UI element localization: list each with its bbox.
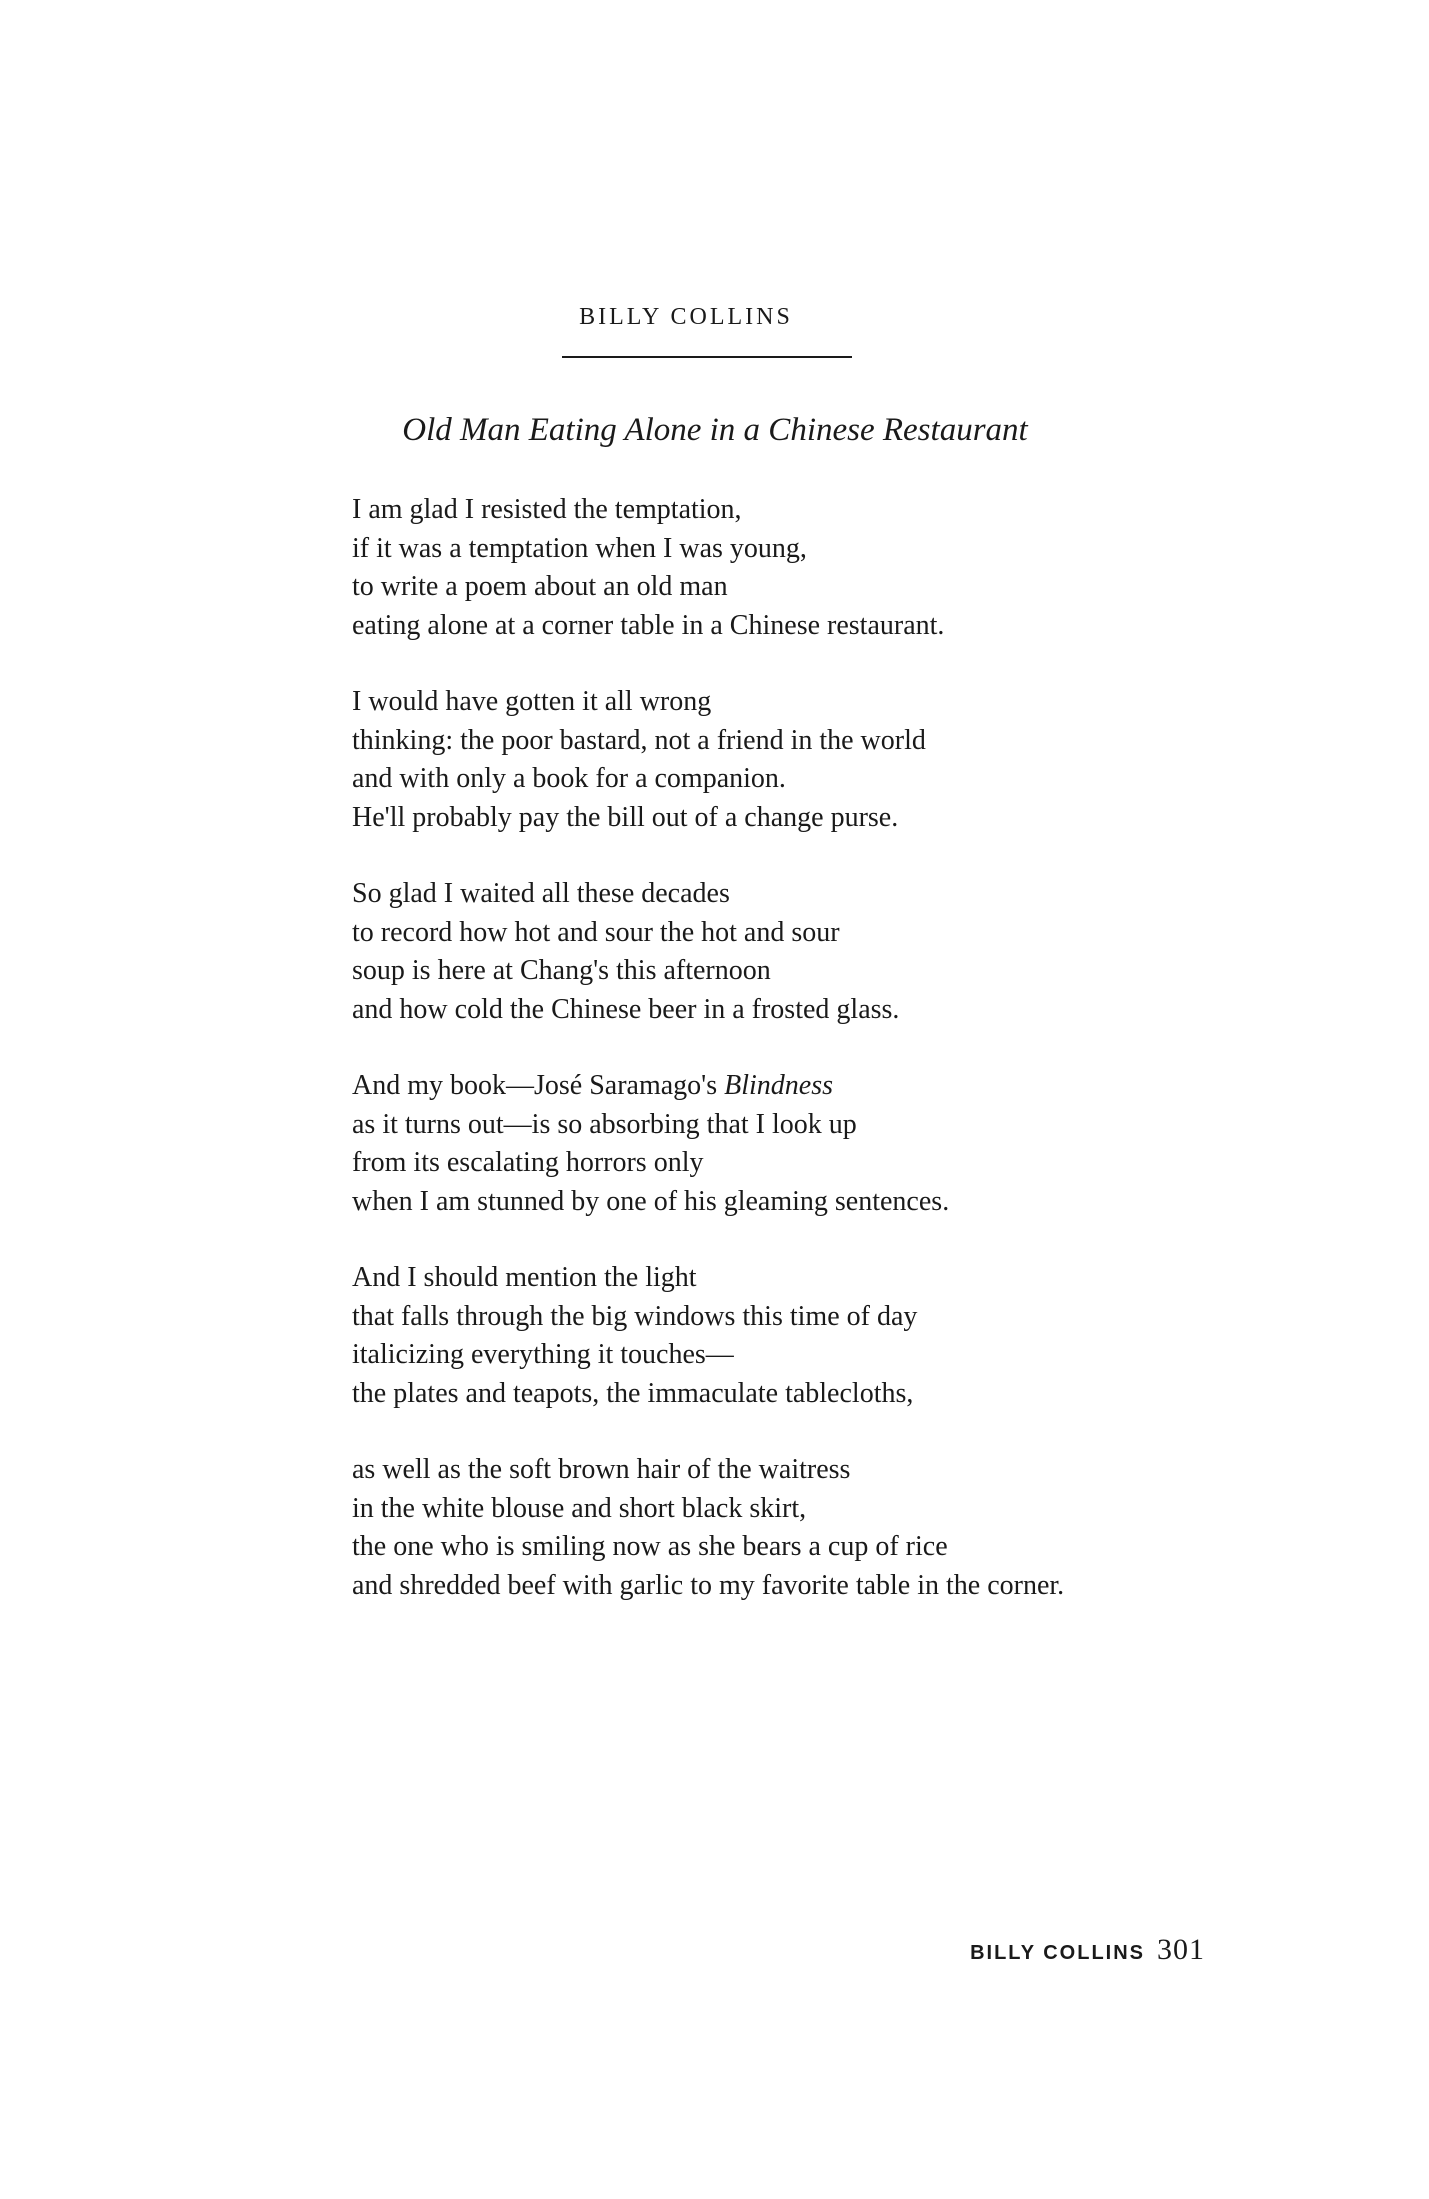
page-footer xyxy=(900,1933,1205,1967)
poem-line: to write a poem about an old man xyxy=(352,571,728,602)
poem-line: I am glad I resisted the temptation, xyxy=(352,494,742,525)
poem-line: if it was a temptation when I was young, xyxy=(352,532,807,564)
poem-line: to record how hot and sour the hot and sour xyxy=(352,916,840,948)
poem-line: So glad I waited all these decades xyxy=(352,878,730,909)
stanza-2 xyxy=(352,683,1352,837)
poem-line: when I am stunned by one of his gleaming sentences. xyxy=(352,1185,950,1217)
poem-body xyxy=(352,491,1352,1643)
poem-line: and with only a book for a companion. xyxy=(352,763,786,794)
running-head-author: BILLY COLLINS xyxy=(579,304,793,330)
poem-line: I would have gotten it all wrong xyxy=(352,686,712,717)
poem-line: soup is here at Chang's this afternoon xyxy=(352,955,771,986)
poem-line: as it turns out—is so absorbing that I look up xyxy=(352,1108,857,1140)
poem-line: He'll probably pay the bill out of a change purse. xyxy=(352,801,899,833)
poem-line: and how cold the Chinese beer in a frosted glass. xyxy=(352,993,900,1025)
poem-line: from its escalating horrors only xyxy=(352,1147,704,1178)
poem-line: that falls through the big windows this time of day xyxy=(352,1300,918,1332)
poem-line: the plates and teapots, the immaculate tablecloths, xyxy=(352,1377,914,1409)
title-divider xyxy=(562,356,852,358)
poem-line: thinking: the poor bastard, not a friend in the world xyxy=(352,724,926,756)
book-title: Blindness xyxy=(724,1070,834,1101)
poem-line: as well as the soft brown hair of the waitress xyxy=(352,1454,851,1485)
footer-author: BILLY COLLINS xyxy=(970,1942,1145,1964)
poem-line: the one who is smiling now as she bears a cup of rice xyxy=(352,1531,948,1562)
poem-line: And I should mention the light xyxy=(352,1262,697,1293)
poem-line: in the white blouse and short black skirt, xyxy=(352,1492,807,1524)
stanza-5 xyxy=(352,1259,1352,1413)
poem-title: Old Man Eating Alone in a Chinese Restaurant xyxy=(402,412,1028,448)
stanza-1 xyxy=(352,491,1352,645)
poem-line: and shredded beef with garlic to my favorite table in the corner. xyxy=(352,1569,1065,1601)
poem-line xyxy=(352,1067,1352,1106)
page-number: 301 xyxy=(1157,1933,1205,1966)
line-text: And my book—José Saramago's xyxy=(352,1070,725,1101)
poem-line: italicizing everything it touches— xyxy=(352,1339,734,1370)
stanza-4 xyxy=(352,1067,1352,1221)
stanza-3 xyxy=(352,875,1352,1029)
poem-line: eating alone at a corner table in a Chinese restaurant. xyxy=(352,609,945,641)
stanza-6 xyxy=(352,1451,1352,1605)
